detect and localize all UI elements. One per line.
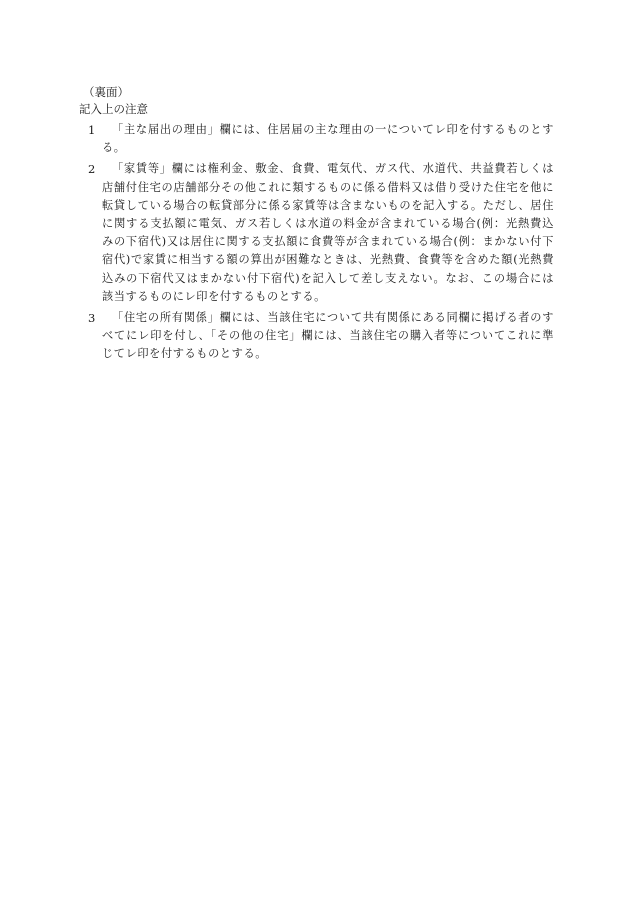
- instructions-heading: 記入上の注意: [79, 102, 148, 116]
- instruction-item: [88, 309, 554, 364]
- instruction-number: 1: [88, 123, 96, 137]
- instruction-number: 2: [88, 162, 96, 177]
- instruction-number: 3: [88, 311, 96, 326]
- reverse-side-label: （裏面）: [83, 85, 129, 99]
- instruction-text: 「住宅の所有関係」欄には、当該住宅について共有関係にある同欄に掲げる者のすべてにレ印を付し、「その他の住宅」欄には、当該住宅の購入者等についてこれに準じてレ印を付するものとする。: [102, 311, 554, 361]
- instruction-item: [88, 160, 554, 306]
- instruction-item: [88, 121, 554, 157]
- instruction-list: [88, 121, 554, 367]
- instruction-text: 「家賃等」欄には権利金、敷金、食費、電気代、ガス代、水道代、共益費若しくは店舗付住宅の店舗部分その他これに類するものに係る借料又は借り受けた住宅を他に転貸している場合の転貸部分に係る家賃等は含まないものを記入する。ただし、居住に関する支払額に電気、ガス若しくは水道の料金が含まれている場合(例：光熱費込みの下宿代)又は居住に関する支払額に食費等が含まれている場合(例：まかない付下宿代)で家賃に相当する額の算出が困難なときは、光熱費、食費等を含めた額(光熱費込みの下宿代又はまかない付下宿代)を記入して差し支えない。なお、この場合には該当するものにレ印を付するものとする。: [102, 162, 554, 303]
- instruction-text: 「主な届出の理由」欄には、住居届の主な理由の一についてレ印を付するものとする。: [102, 123, 554, 155]
